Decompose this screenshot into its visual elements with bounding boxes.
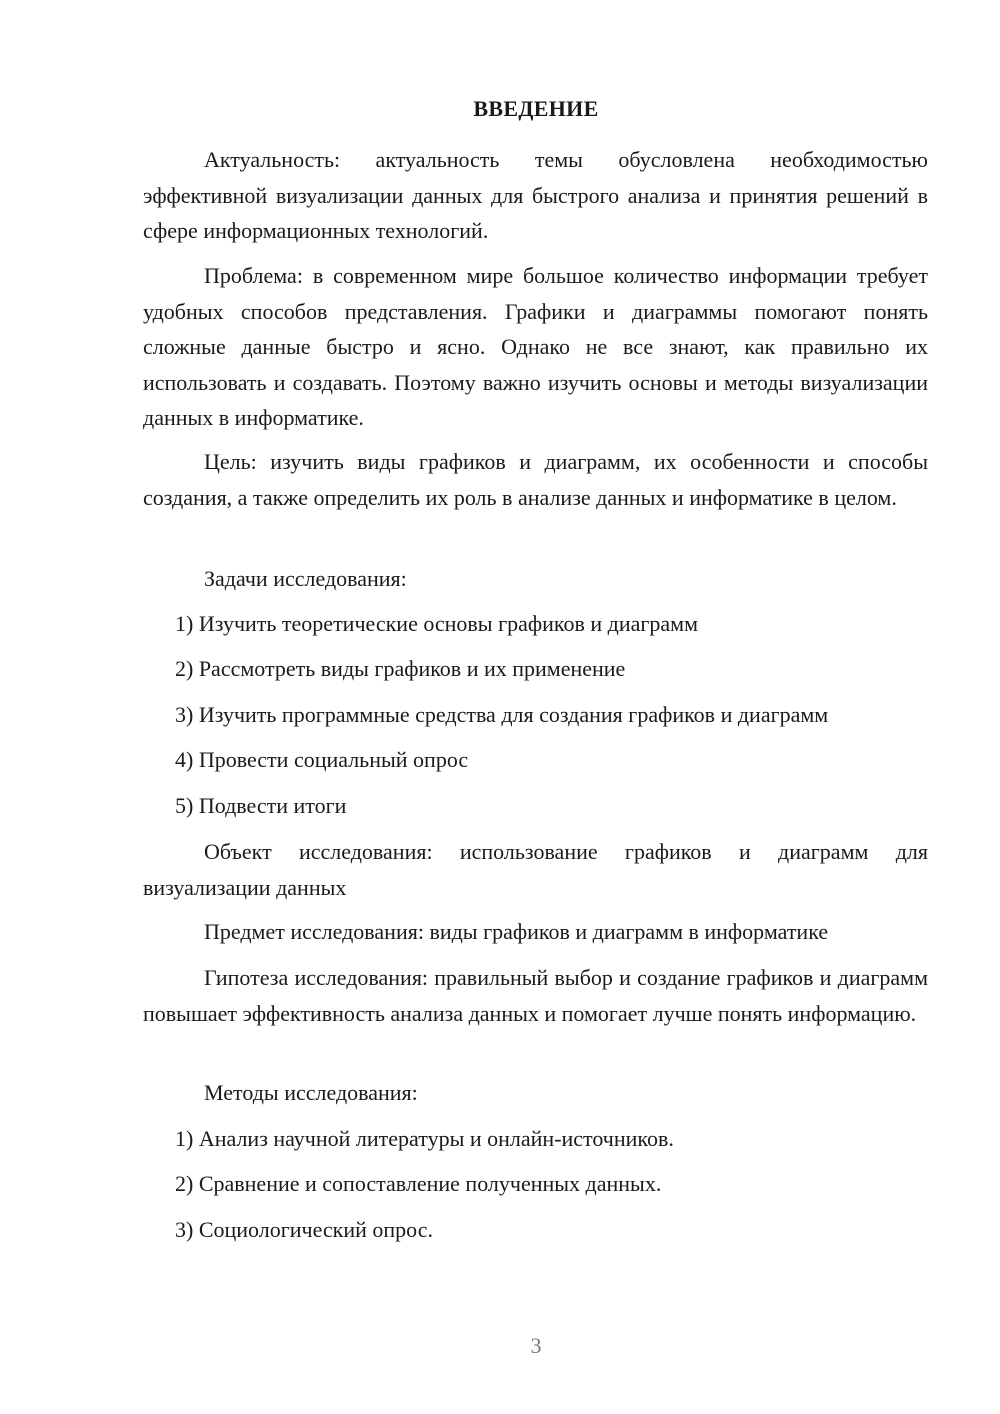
task-item: 5) Подвести итоги [175, 793, 347, 818]
problem-paragraph: Проблема: в современном мире большое количество информации требует удобных способов представления. Графики и диаграммы помогают понять сложные данные быстро и ясно. Однако не все знают, как правильно их использовать и создавать. Поэтому важно изучить основы и методы визуализации данных в информатике. [143, 263, 928, 430]
page-number: 3 [530, 1333, 542, 1358]
method-item: 1) Анализ научной литературы и онлайн-источников. [175, 1126, 674, 1151]
task-item: 3) Изучить программные средства для создания графиков и диаграмм [175, 702, 829, 727]
section-title: ВВЕДЕНИЕ [473, 96, 599, 121]
tasks-heading: Задачи исследования: [204, 566, 407, 591]
subject-paragraph: Предмет исследования: виды графиков и диаграмм в информатике [204, 919, 829, 944]
object-paragraph: Объект исследования: использование графиков и диаграмм для визуализации данных [143, 839, 928, 900]
task-item: 4) Провести социальный опрос [175, 747, 469, 772]
task-item: 2) Рассмотреть виды графиков и их применение [175, 656, 626, 681]
task-item: 1) Изучить теоретические основы графиков и диаграмм [175, 611, 698, 636]
method-item: 2) Сравнение и сопоставление полученных данных. [175, 1171, 662, 1196]
goal-paragraph: Цель: изучить виды графиков и диаграмм, их особенности и способы создания, а также определить их роль в анализе данных и информатике в целом. [143, 449, 928, 510]
hypothesis-paragraph: Гипотеза исследования: правильный выбор и создание графиков и диаграмм повышает эффективность анализа данных и помогает лучше понять информацию. [143, 965, 928, 1026]
methods-heading: Методы исследования: [204, 1080, 418, 1105]
method-item: 3) Социологический опрос. [175, 1217, 433, 1242]
relevance-paragraph: Актуальность: актуальность темы обусловлена необходимостью эффективной визуализации данных для быстрого анализа и принятия решений в сфере информационных технологий. [143, 147, 928, 243]
